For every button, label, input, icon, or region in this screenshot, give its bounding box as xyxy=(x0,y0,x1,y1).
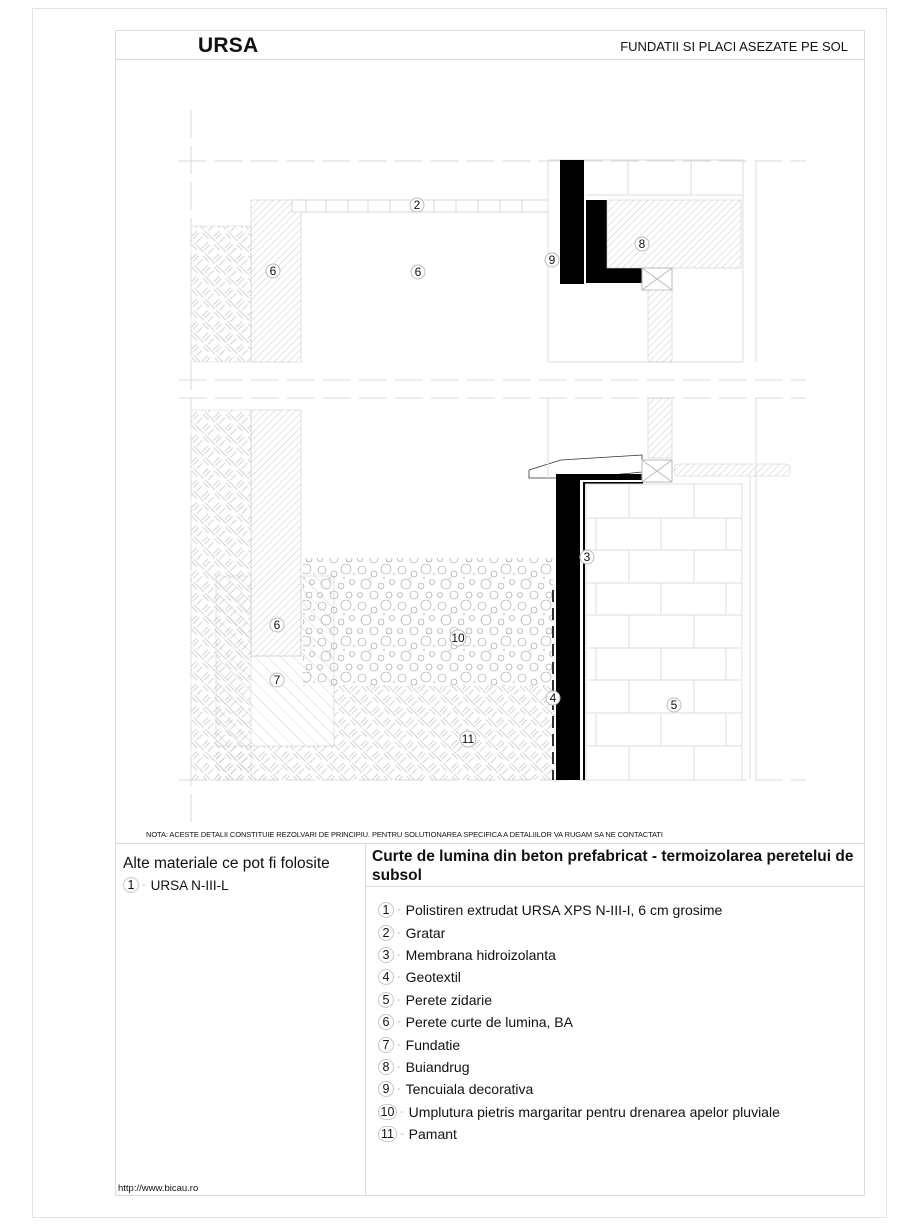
callout-11 xyxy=(460,731,476,747)
svg-text:7: 7 xyxy=(273,673,281,687)
callout-6-wall xyxy=(266,264,280,278)
detail-title: Curte de lumina din beton prefabricat - termoizolarea peretelui de subsol xyxy=(372,848,854,884)
svg-text:4: 4 xyxy=(549,691,557,705)
legend-item xyxy=(378,944,780,966)
divider xyxy=(366,886,864,887)
item-number-badge: 9 xyxy=(378,1081,394,1097)
callout-4 xyxy=(546,691,560,705)
legend-item xyxy=(378,1078,780,1100)
item-number-badge: 6 xyxy=(378,1014,394,1030)
detail-panel xyxy=(366,844,864,1196)
svg-text:5: 5 xyxy=(670,698,678,712)
title-block xyxy=(116,843,864,1196)
callout-10 xyxy=(450,630,466,646)
legend-item xyxy=(378,921,780,943)
svg-text:11: 11 xyxy=(461,732,475,746)
item-number-badge: 4 xyxy=(378,969,394,985)
legend-item xyxy=(378,1033,780,1055)
separator-dash: - xyxy=(397,1083,401,1096)
legend-label: Polistiren extrudat URSA XPS N-III-I, 6 cm grosime xyxy=(405,902,723,919)
legend-label: Pamant xyxy=(408,1126,457,1143)
legend-label: Geotextil xyxy=(405,969,461,986)
brand-logo-text: URSA xyxy=(198,34,259,57)
legend-label: Perete curte de lumina, BA xyxy=(405,1014,573,1031)
svg-text:6: 6 xyxy=(273,618,281,632)
alternatives-panel xyxy=(116,844,366,1196)
callout-3 xyxy=(580,550,594,564)
separator-dash: - xyxy=(400,1105,404,1118)
item-number-badge: 8 xyxy=(378,1059,394,1075)
legend-item xyxy=(378,899,780,921)
svg-text:2: 2 xyxy=(413,198,421,212)
separator-dash: - xyxy=(397,948,401,961)
item-number-badge: 7 xyxy=(378,1037,394,1053)
legend-item xyxy=(378,966,780,988)
disclaimer-note: NOTA: ACESTE DETALII CONSTITUIE REZOLVARI DE PRINCIPIU. PENTRU SOLUTIONAREA SPECIFICA A DETALIILOR VA RUGAM SA NE CONTACTATI xyxy=(146,830,663,839)
legend-item xyxy=(378,1056,780,1078)
callout-5 xyxy=(667,698,681,712)
legend-item xyxy=(378,1101,780,1123)
item-number-badge: 1 xyxy=(378,902,394,918)
svg-text:10: 10 xyxy=(451,631,465,645)
callout-8 xyxy=(635,237,649,251)
item-number-badge: 11 xyxy=(378,1126,397,1142)
legend-label: Tencuiala decorativa xyxy=(405,1081,534,1098)
title-block-header xyxy=(116,31,864,60)
callout-2 xyxy=(410,198,424,212)
item-number-badge: 10 xyxy=(378,1104,397,1120)
item-number-badge: 5 xyxy=(378,992,394,1008)
legend-item xyxy=(378,989,780,1011)
alternatives-title: Alte materiale ce pot fi folosite xyxy=(123,855,330,872)
alternative-item xyxy=(123,877,229,893)
alternative-label: URSA N-III-L xyxy=(150,877,229,893)
separator-dash: - xyxy=(397,1016,401,1029)
svg-text:6: 6 xyxy=(269,264,277,278)
series-title: FUNDATII SI PLACI ASEZATE PE SOL xyxy=(620,39,848,54)
materials-legend xyxy=(378,899,780,1145)
legend-label: Membrana hidroizolanta xyxy=(405,946,556,963)
legend-label: Buiandrug xyxy=(405,1058,470,1075)
item-number-badge: 1 xyxy=(123,877,139,893)
item-number-badge: 3 xyxy=(378,947,394,963)
separator-dash: - xyxy=(397,926,401,939)
callout-6-lower xyxy=(270,618,284,632)
svg-text:8: 8 xyxy=(638,237,646,251)
callout-7 xyxy=(270,673,284,687)
svg-text:3: 3 xyxy=(583,550,591,564)
svg-text:6: 6 xyxy=(414,265,422,279)
callout-6-court xyxy=(411,265,425,279)
legend-label: Perete zidarie xyxy=(405,991,493,1008)
item-number-badge: 2 xyxy=(378,925,394,941)
svg-text:9: 9 xyxy=(548,253,556,267)
legend-label: Gratar xyxy=(405,924,446,941)
separator-dash: - xyxy=(142,879,146,891)
separator-dash: - xyxy=(397,904,401,917)
source-url[interactable]: http://www.bicau.ro xyxy=(118,1183,199,1194)
drawing-sheet xyxy=(115,30,865,1196)
section-drawing xyxy=(116,60,864,828)
separator-dash: - xyxy=(397,1060,401,1073)
separator-dash: - xyxy=(397,993,401,1006)
separator-dash: - xyxy=(400,1128,404,1141)
legend-label: Umplutura pietris margaritar pentru drenarea apelor pluviale xyxy=(408,1103,780,1120)
legend-item xyxy=(378,1123,780,1145)
legend-label: Fundatie xyxy=(405,1036,461,1053)
legend-item xyxy=(378,1011,780,1033)
separator-dash: - xyxy=(397,1038,401,1051)
separator-dash: - xyxy=(397,971,401,984)
callout-9 xyxy=(545,253,559,267)
